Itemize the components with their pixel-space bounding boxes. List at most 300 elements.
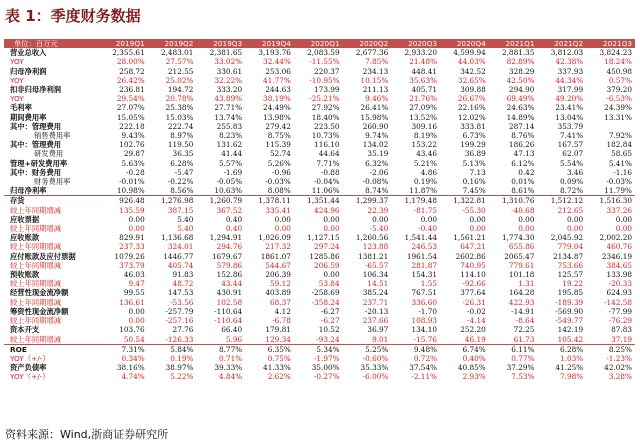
table-cell: 0.00 (518, 224, 535, 234)
table-cell: 0.00 (615, 224, 632, 234)
table-cell: 255.83 (216, 121, 243, 131)
table-cell: -6.00% (362, 372, 389, 382)
table-cell: 1,310.76 (501, 196, 535, 206)
table-cell: 0.00 (566, 214, 584, 224)
table-cell: 5.41% (608, 158, 632, 168)
table-cell: 36.35 (172, 149, 194, 159)
table-cell: 42.38% (555, 57, 584, 67)
source-note: 资料来源：Wind,浙商证券研究所 (5, 428, 169, 441)
table-cell: -126.33 (148, 335, 197, 345)
table-cell: 236.81 (119, 85, 145, 95)
table-cell: 337.26 (606, 205, 632, 215)
table-cell: 779.04 (557, 242, 584, 252)
table-cell: 39.33% (214, 363, 243, 373)
table-cell: 142.19 (557, 325, 584, 335)
column-header: 2021Q2 (537, 39, 586, 48)
table-cell: 252.20 (460, 325, 486, 335)
table-cell: 6.35% (267, 344, 291, 354)
table-cell: 2,002.20 (599, 233, 632, 243)
table-cell: -0.96 (272, 167, 291, 177)
table-cell: 8.76% (511, 131, 535, 141)
table-cell: 4.12 (274, 306, 291, 316)
table-cell: 41.44 (221, 149, 243, 159)
table-cell: 377.64 (460, 288, 486, 298)
table-cell: 3,812.03 (550, 48, 584, 58)
table-cell: 9.43% (121, 131, 145, 141)
table-cell: 0.72% (413, 353, 438, 363)
table-cell: 0.75% (267, 353, 291, 363)
table-body (4, 48, 635, 381)
table-row (4, 177, 635, 186)
table-cell: 9.47 (128, 279, 145, 289)
table-row (4, 131, 635, 140)
table-row (4, 159, 635, 168)
table-cell: 9.74% (365, 131, 389, 141)
table-cell: 6.12% (511, 158, 535, 168)
table-cell: 0.71% (218, 353, 243, 363)
row-label: 销售费用率 (34, 131, 71, 141)
row-label: 财务费用率 (34, 177, 71, 187)
row-label: 较上年同期增减 (10, 224, 62, 234)
row-label: 应收票据 (10, 214, 40, 224)
table-cell: 10.73% (311, 131, 340, 141)
table-cell: 37.54% (409, 363, 438, 373)
table-title: 表 1：季度财务数据 (5, 7, 141, 25)
table-cell: 9.01 (343, 335, 392, 345)
table-cell: 25.38% (165, 103, 194, 113)
table-cell: -20.13 (364, 306, 389, 316)
table-row (4, 206, 635, 215)
table-cell: 1,561.21 (453, 233, 486, 243)
row-label: 较上年同期增减 (10, 242, 62, 252)
table-cell: -65.57 (364, 260, 389, 270)
table-cell: 42.50% (506, 75, 535, 85)
table-cell: 27.92% (311, 103, 340, 113)
table-cell: 297.24 (314, 242, 340, 252)
table-cell: 379.20 (606, 85, 632, 95)
table-row (4, 344, 635, 354)
table-cell: 450.98 (606, 66, 632, 76)
table-cell: 91.83 (172, 270, 194, 280)
table-cell: 281.87 (411, 260, 438, 270)
table-cell: 0.19% (413, 177, 438, 187)
table-cell: 72.25 (513, 325, 535, 335)
table-cell: 2,045.92 (550, 233, 584, 243)
table-cell: 5.84% (170, 344, 194, 354)
row-label: 其中：财务费用 (10, 167, 62, 177)
table-cell: -76.29 (608, 316, 632, 326)
table-cell: 1446.77 (163, 251, 194, 261)
table-cell: 1,322.81 (453, 196, 486, 206)
table-cell: 324.01 (167, 242, 194, 252)
table-cell: 194.72 (167, 85, 194, 95)
table-row (4, 233, 635, 242)
table-cell: 333.20 (216, 85, 243, 95)
table-cell: 69.49% (506, 94, 535, 104)
table-cell: 624.93 (606, 288, 632, 298)
table-cell: 8.08% (245, 186, 294, 196)
table-row (4, 261, 635, 270)
table-cell: 223.50 (314, 121, 340, 131)
table-cell: 182.84 (606, 140, 632, 150)
table-cell: 740.95 (460, 260, 486, 270)
table-cell: 211.13 (362, 85, 389, 95)
table-cell: 926.48 (119, 196, 145, 206)
table-cell: -258.69 (311, 288, 340, 298)
table-cell: 21.48% (409, 57, 438, 67)
table-cell: 7.92% (608, 131, 632, 141)
table-cell: -6.27 (320, 316, 340, 326)
table-cell: 260.90 (362, 121, 389, 131)
table-cell: 4.74% (121, 372, 145, 382)
table-cell: 9.46% (365, 94, 389, 104)
table-cell: 44.64 (318, 149, 340, 159)
column-header: 2019Q1 (99, 39, 148, 48)
table-cell: 448.41 (411, 66, 438, 76)
table-cell: 317.99 (557, 85, 584, 95)
table-row (4, 140, 635, 149)
table-cell: -11.55% (309, 57, 340, 67)
table-cell: 26.41% (360, 103, 389, 113)
table-cell: 11.79% (586, 186, 635, 196)
table-cell: 13.74% (214, 112, 243, 122)
table-cell: 0.00 (274, 224, 291, 234)
table-cell: 6.74% (462, 344, 486, 354)
table-cell: -110.64 (214, 306, 243, 316)
table-row (4, 113, 635, 122)
row-label: 其中：管理费用 (10, 140, 62, 150)
table-row (4, 76, 635, 85)
row-label: 资本开支 (10, 325, 40, 335)
table-cell: 2,933.20 (404, 48, 438, 58)
row-label: 应收账款 (10, 233, 40, 243)
table-cell: 337.93 (557, 66, 584, 76)
table-row (4, 168, 635, 177)
table-cell: 167.57 (557, 140, 584, 150)
table-cell: 829.91 (119, 233, 145, 243)
table-row (4, 57, 635, 66)
table-cell: 0.00 (469, 224, 486, 234)
table-cell: 61.73 (489, 335, 538, 345)
table-cell: 27.09% (409, 103, 438, 113)
table-cell: 40.85% (457, 363, 486, 373)
table-cell: 10.98% (99, 186, 148, 196)
table-cell: 0.77% (511, 353, 535, 363)
table-row (4, 372, 635, 381)
column-header: 2019Q3 (196, 39, 245, 48)
table-cell: 26.67% (457, 94, 486, 104)
table-cell: 206.39 (265, 270, 291, 280)
table-cell: 1,516.30 (599, 196, 632, 206)
table-cell: 4,599.94 (453, 48, 486, 58)
column-header: 2019Q2 (148, 39, 197, 48)
table-cell: -8.64 (515, 316, 535, 326)
table-cell: 173.99 (314, 85, 340, 95)
table-row (4, 354, 635, 363)
table-cell: 220.37 (314, 66, 340, 76)
table-cell: 49.20% (555, 94, 584, 104)
table-cell: -110.64 (214, 316, 243, 326)
row-label: 扣非归母净利润 (10, 85, 62, 95)
table-cell: 14.89% (506, 112, 535, 122)
table-cell: 753.66 (557, 260, 584, 270)
table-cell: 7.53% (511, 372, 535, 382)
table-cell: 8.97% (170, 131, 194, 141)
table-cell: 579.86 (216, 260, 243, 270)
table-cell: 15.05% (116, 112, 145, 122)
table-cell: 424.96 (314, 205, 340, 215)
table-cell: 9.48% (413, 344, 438, 354)
table-cell: 2.62% (267, 372, 291, 382)
table-cell: 309.16 (411, 121, 438, 131)
table-row (4, 252, 635, 261)
table-cell: 5.13% (462, 158, 486, 168)
table-cell: 27.57% (165, 57, 194, 67)
table-cell: 403.89 (265, 288, 291, 298)
table-cell: 2,355.61 (112, 48, 145, 58)
table-cell: 1,136.68 (160, 233, 194, 243)
table-cell: 23.41% (555, 103, 584, 113)
table-cell: 22.16% (457, 103, 486, 113)
quarterly-financial-table (4, 39, 635, 382)
table-cell: 5.21% (413, 158, 438, 168)
table-cell: -358.24 (311, 297, 340, 307)
table-cell: 1,299.37 (355, 196, 389, 206)
table-cell: 8.75% (267, 131, 291, 141)
table-cell: 186.26 (508, 140, 535, 150)
table-cell: -0.22% (167, 177, 194, 187)
table-cell: 5.57% (218, 158, 243, 168)
table-cell: -81.75 (413, 205, 438, 215)
table-cell: -0.03% (606, 177, 632, 187)
table-cell: 14.51 (367, 279, 389, 289)
table-cell: 0.00 (372, 214, 389, 224)
table-cell: 102.58 (216, 297, 243, 307)
table-cell: 18.24% (604, 57, 632, 67)
table-cell: 164.28 (508, 288, 535, 298)
table-cell: 0.00 (274, 214, 291, 224)
table-cell: 0.00 (323, 224, 340, 234)
table-cell: 29.87 (123, 149, 145, 159)
table-cell: -93.24 (294, 335, 343, 345)
table-cell: 212.65 (557, 205, 584, 215)
table-cell: 1679.67 (211, 251, 243, 261)
table-cell: 6.28% (170, 158, 194, 168)
row-label: 毛利率 (10, 103, 32, 113)
table-cell: 0.40 (225, 224, 243, 234)
row-label: YOY（+/-） (10, 353, 50, 363)
table-cell: 5.26% (267, 158, 291, 168)
table-cell: 1,351.44 (307, 196, 340, 206)
table-cell: 5.54% (560, 158, 584, 168)
row-label: 资产负债率 (10, 363, 47, 373)
table-cell: -25.21% (309, 94, 340, 104)
table-cell: 1,541.44 (404, 233, 438, 243)
table-cell: 35.00% (311, 363, 340, 373)
table-cell: 2,881.35 (501, 48, 535, 58)
table-cell: 62.07 (562, 149, 584, 159)
table-cell: 38.19% (263, 94, 291, 104)
table-cell: 43.89% (214, 94, 243, 104)
table-cell: 59.12 (269, 279, 291, 289)
table-cell: 0.00 (323, 214, 340, 224)
table-row (4, 122, 635, 131)
table-cell: 119.50 (167, 140, 194, 150)
table-cell: -0.05% (216, 177, 243, 187)
table-cell: 46.19 (440, 335, 489, 345)
table-cell: -1.69 (223, 167, 243, 177)
table-cell: -1.97% (313, 353, 340, 363)
table-cell: 234.13 (362, 66, 389, 76)
table-cell: 35.33% (360, 363, 389, 373)
table-cell: 99.55 (123, 288, 145, 298)
table-cell: 279.42 (265, 121, 291, 131)
table-cell: 42.02% (604, 363, 632, 373)
table-cell: 4.84% (218, 372, 243, 382)
table-cell: 46.03 (123, 270, 145, 280)
table-cell: -0.03% (265, 177, 291, 187)
table-cell: -1.70 (418, 306, 438, 316)
table-cell: 103.76 (119, 325, 145, 335)
table-cell: 199.29 (460, 140, 486, 150)
table-cell: 0.40 (225, 214, 243, 224)
table-cell: 1,512.12 (550, 196, 584, 206)
table-cell: 3.28% (608, 372, 632, 382)
table-cell: 0.01% (511, 177, 535, 187)
table-cell: 101.18 (508, 270, 535, 280)
table-row (4, 196, 635, 206)
table-cell: 8.23% (218, 131, 243, 141)
table-cell: -2.11% (411, 372, 438, 382)
table-cell: 35.19 (367, 149, 389, 159)
table-cell: 115.39 (265, 140, 291, 150)
table-cell: 21.76% (409, 94, 438, 104)
table-cell: 422.93 (508, 297, 535, 307)
table-cell: 7.45% (440, 186, 489, 196)
table-cell: 0.00 (128, 224, 145, 234)
table-cell: 108.93 (411, 316, 438, 326)
table-cell: 24.39% (604, 103, 632, 113)
table-cell: 244.63 (265, 85, 291, 95)
table-cell: 1,774.30 (501, 233, 535, 243)
table-cell: 136.61 (119, 297, 145, 307)
row-label: 研发费用 (34, 149, 64, 159)
table-cell: 36.89 (464, 149, 486, 159)
table-cell: 333.81 (460, 121, 486, 131)
table-cell: 19.22 (562, 279, 584, 289)
table-cell: 2346.19 (601, 251, 632, 261)
table-cell: 5.22% (170, 372, 194, 382)
table-cell: 134.10 (411, 325, 438, 335)
table-cell: 217.32 (265, 242, 291, 252)
table-cell: 0.40% (462, 353, 486, 363)
table-cell: 33.02% (214, 57, 243, 67)
table-cell: 123.88 (362, 242, 389, 252)
table-cell: 37.19 (586, 335, 635, 345)
table-cell: 237.66 (362, 316, 389, 326)
table-cell: -0.60% (362, 353, 389, 363)
table-cell: 48.72 (172, 279, 194, 289)
table-cell: 6.28% (560, 344, 584, 354)
table-cell: 154.31 (411, 270, 438, 280)
column-header: 2020Q4 (440, 39, 489, 48)
table-cell: -0.08% (362, 177, 389, 187)
table-cell: 7.85% (365, 57, 389, 67)
table-cell: -189.39 (555, 297, 584, 307)
table-cell: -2.06 (369, 167, 389, 177)
table-cell: 1,294.91 (209, 233, 243, 243)
table-cell: 29.54% (116, 94, 145, 104)
row-label: 较上年同期增减 (10, 205, 62, 215)
table-cell: -20.33 (608, 279, 632, 289)
table-cell: 0.00 (518, 214, 535, 224)
table-row (4, 48, 635, 57)
table-cell: -5.47 (174, 167, 194, 177)
row-label: 存货 (10, 196, 25, 206)
table-cell: 152.86 (216, 270, 243, 280)
table-header-row (4, 39, 635, 48)
table-cell: 8.25% (608, 344, 632, 354)
table-row (4, 270, 635, 279)
table-cell: 1961.54 (406, 251, 438, 261)
table-cell: 15.98% (360, 112, 389, 122)
table-cell: 66.40 (221, 325, 243, 335)
table-cell: 2065.47 (504, 251, 535, 261)
table-cell: 195.85 (557, 288, 584, 298)
row-label: 归母净利率 (4, 186, 99, 196)
table-cell: 647.21 (460, 242, 486, 252)
table-cell: 430.91 (216, 288, 243, 298)
table-cell: 7.31% (121, 344, 145, 354)
table-cell: 6.32% (365, 158, 389, 168)
table-cell: -4.14 (467, 316, 486, 326)
table-cell: 1,127.15 (307, 233, 340, 243)
table-cell: -0.28 (126, 167, 145, 177)
table-cell: -14.91 (511, 306, 535, 316)
table-cell: 1,378.11 (258, 196, 291, 206)
table-cell: 179.81 (265, 325, 291, 335)
table-cell: 24.63% (506, 103, 535, 113)
table-cell: 10.15% (360, 75, 389, 85)
column-header: 2021Q3 (586, 39, 635, 48)
table-cell: 387.15 (167, 205, 194, 215)
table-row (4, 149, 635, 158)
table-cell: 32.22% (214, 75, 243, 85)
table-cell: 1,179.48 (404, 196, 438, 206)
table-cell: 258.72 (119, 66, 145, 76)
table-cell: -40.68 (511, 205, 535, 215)
table-cell: 114.10 (460, 270, 486, 280)
table-cell: 294.90 (508, 85, 535, 95)
table-cell: 385.24 (362, 288, 389, 298)
table-cell: 0.16% (462, 177, 486, 187)
table-row (4, 298, 635, 307)
column-header: 2020Q3 (391, 39, 440, 48)
column-header: 2020Q2 (343, 39, 392, 48)
table-cell: 5.63% (121, 158, 145, 168)
table-cell: 102.76 (119, 140, 145, 150)
table-cell: 5.25% (365, 344, 389, 354)
row-label: 应付账款及应付票据 (10, 251, 76, 261)
table-cell: 2134.87 (553, 251, 584, 261)
table-cell: -0.01% (119, 177, 145, 187)
row-label: YOY (10, 94, 24, 104)
table-cell: 206.59 (314, 260, 340, 270)
table-cell: 105.42 (537, 335, 586, 345)
table-cell: 129.34 (245, 335, 294, 345)
table-cell: 2,381.65 (209, 48, 243, 58)
financial-table-wrap (4, 39, 635, 382)
